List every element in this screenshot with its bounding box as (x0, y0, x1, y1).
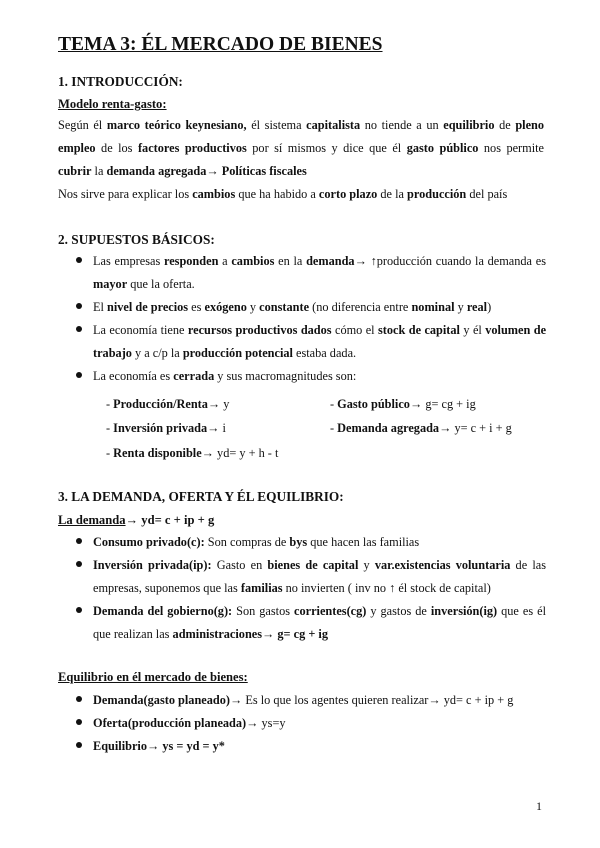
text-run: de las empresas, suponemos que las (93, 558, 546, 595)
text-run: stock de capital (378, 323, 460, 337)
text-run: Son compras de (204, 535, 290, 549)
list-item-text (93, 600, 546, 646)
text-run: Inversión privada (113, 421, 208, 435)
text-run: El (93, 300, 108, 314)
text-run: en la (274, 254, 307, 268)
subheading-equilibrio: Equilibrio en él mercado de bienes: (58, 670, 248, 684)
text-run: → yd= y + h - t (201, 446, 279, 460)
text-run: gasto público (406, 141, 479, 155)
text-run: recursos productivos dados (187, 323, 332, 337)
text-run: él sistema (246, 118, 307, 132)
text-run: → i (207, 421, 226, 435)
text-run: familias (240, 581, 283, 595)
text-run: equilibrio (443, 118, 495, 132)
text-run: no tiende a un (360, 118, 444, 132)
text-run: mayor (93, 277, 128, 291)
list-item-text (93, 712, 546, 735)
text-run: Inversión privada(ip): (93, 558, 212, 572)
text-run: a (218, 254, 232, 268)
text-run: es (188, 300, 205, 314)
text-run: exógeno (204, 300, 247, 314)
text-run: constante (259, 300, 310, 314)
text-run: - (106, 446, 114, 460)
text-run: Producción/Renta (113, 397, 208, 411)
text-run: inversión(ig) (430, 604, 498, 618)
list-item-text (93, 319, 546, 365)
text-run: → g= cg + ig (409, 397, 476, 411)
text-run: factores productivos (137, 141, 247, 155)
text-run: cerrada (173, 369, 215, 383)
text-run: cómo el (331, 323, 379, 337)
text-run: Oferta(producción planeada) (93, 716, 247, 730)
magnitude-renta-disponible (106, 446, 278, 461)
intro-paragraph (58, 114, 544, 183)
text-run: Equilibrio (93, 739, 147, 753)
text-run: Demanda agregada (337, 421, 440, 435)
text-run: responden (163, 254, 219, 268)
magnitude-demanda-agregada (330, 421, 512, 436)
text-run: que ha habido a (235, 187, 319, 201)
text-run: → ↑producción cuando la demanda es (354, 254, 546, 268)
text-run: del país (466, 187, 508, 201)
bullet-icon (76, 326, 82, 332)
text-run: corto plazo (318, 187, 378, 201)
text-run: Nos sirve para explicar los (58, 187, 193, 201)
text-run: marco teórico keynesiano, (106, 118, 247, 132)
bullet-icon (76, 303, 82, 309)
text-run: por sí mismos y dice que él (246, 141, 407, 155)
magnitude-gasto-publico (330, 397, 476, 412)
text-run: y gastos de (366, 604, 431, 618)
bullet-icon (76, 538, 82, 544)
text-run: y (358, 558, 375, 572)
text-run: var.existencias voluntaria (374, 558, 511, 572)
intro-line (58, 187, 507, 202)
text-run: cambios (192, 187, 236, 201)
text-run: capitalista (306, 118, 361, 132)
text-run: → y (207, 397, 230, 411)
magnitude-produccion (106, 397, 229, 412)
text-run: producción potencial (182, 346, 293, 360)
subheading-la-demanda (58, 513, 214, 528)
text-run: bys (289, 535, 308, 549)
list-item-text (93, 735, 546, 758)
text-run: → Es lo que los agentes quieren realizar→ yd= c + ip + g (229, 693, 514, 707)
text-run: La economía es (93, 369, 174, 383)
bullet-icon (76, 607, 82, 613)
text-run: Gasto público (337, 397, 410, 411)
list-item-text (93, 531, 546, 554)
text-run: Las empresas (93, 254, 164, 268)
text-run: cambios (231, 254, 275, 268)
text-run: administraciones→ g= cg + ig (172, 627, 328, 641)
subheading-modelo-renta-gasto: Modelo renta-gasto: (58, 97, 167, 111)
list-item-text (93, 554, 546, 600)
text-run: Demanda(gasto planeado) (93, 693, 230, 707)
text-run: → y= c + i + g (439, 421, 512, 435)
document-title: TEMA 3: ÉL MERCADO DE BIENES (58, 34, 383, 55)
section-heading-supuestos: 2. SUPUESTOS BÁSICOS: (58, 232, 215, 247)
text-run: de la (377, 187, 408, 201)
magnitude-inversion (106, 421, 226, 436)
text-run: cubrir (58, 164, 92, 178)
text-run: demanda agregada→ Políticas fiscales (106, 164, 307, 178)
text-run: de los (95, 141, 138, 155)
text-run: Gasto en (211, 558, 268, 572)
bullet-icon (76, 696, 82, 702)
bullet-icon (76, 719, 82, 725)
text-run: que es él que realizan las (93, 604, 546, 641)
text-run: Demanda del gobierno(g): (93, 604, 233, 618)
text-run: real (466, 300, 488, 314)
list-item-text (93, 250, 546, 296)
text-run: volumen de trabajo (93, 323, 547, 360)
text-run: de (494, 118, 516, 132)
text-run: nos permite (478, 141, 545, 155)
text-run: bienes de capital (267, 558, 359, 572)
list-item-text (93, 296, 546, 319)
bullet-icon (76, 561, 82, 567)
text-run: la (91, 164, 107, 178)
bullet-icon (76, 257, 82, 263)
text-run: → ys = yd = y* (147, 739, 225, 753)
text-run: - (330, 397, 338, 411)
list-item-text (93, 365, 546, 388)
text-run: que hacen las familias (307, 535, 420, 549)
bullet-icon (76, 742, 82, 748)
text-run: corrientes(cg) (294, 604, 367, 618)
subheading-la-demanda-label: La demanda (58, 513, 126, 527)
text-run: y (246, 300, 260, 314)
section-heading-introduccion: 1. INTRODUCCIÓN: (58, 74, 183, 89)
text-run: - (330, 421, 338, 435)
text-run: → ys=y (246, 716, 286, 730)
text-run: (no diferencia entre (309, 300, 412, 314)
text-run: ) (487, 300, 492, 314)
text-run: pleno empleo (58, 118, 545, 155)
text-run: demanda (306, 254, 355, 268)
list-item-text (93, 689, 546, 712)
text-run: - (106, 421, 114, 435)
text-run: Son gastos (232, 604, 295, 618)
text-run: y (454, 300, 467, 314)
text-run: no invierten ( inv no ↑ él stock de capital) (282, 581, 491, 595)
text-run: producción (407, 187, 467, 201)
text-run: que la oferta. (127, 277, 195, 291)
text-run: y él (459, 323, 486, 337)
section-heading-demanda-oferta: 3. LA DEMANDA, OFERTA Y ÉL EQUILIBRIO: (58, 489, 344, 504)
bullet-icon (76, 372, 82, 378)
text-run: Renta disponible (113, 446, 202, 460)
text-run: Consumo privado(c): (93, 535, 205, 549)
text-run: La economía tiene (93, 323, 188, 337)
text-run: nivel de precios (107, 300, 189, 314)
text-run: y a c/p la (131, 346, 183, 360)
text-run: estaba dada. (292, 346, 357, 360)
text-run: Según él (58, 118, 107, 132)
text-run: y sus macromagnitudes son: (214, 369, 357, 383)
subheading-la-demanda-formula: → yd= c + ip + g (125, 513, 215, 527)
page-number: 1 (536, 799, 542, 813)
text-run: nominal (411, 300, 455, 314)
text-run: - (106, 397, 114, 411)
